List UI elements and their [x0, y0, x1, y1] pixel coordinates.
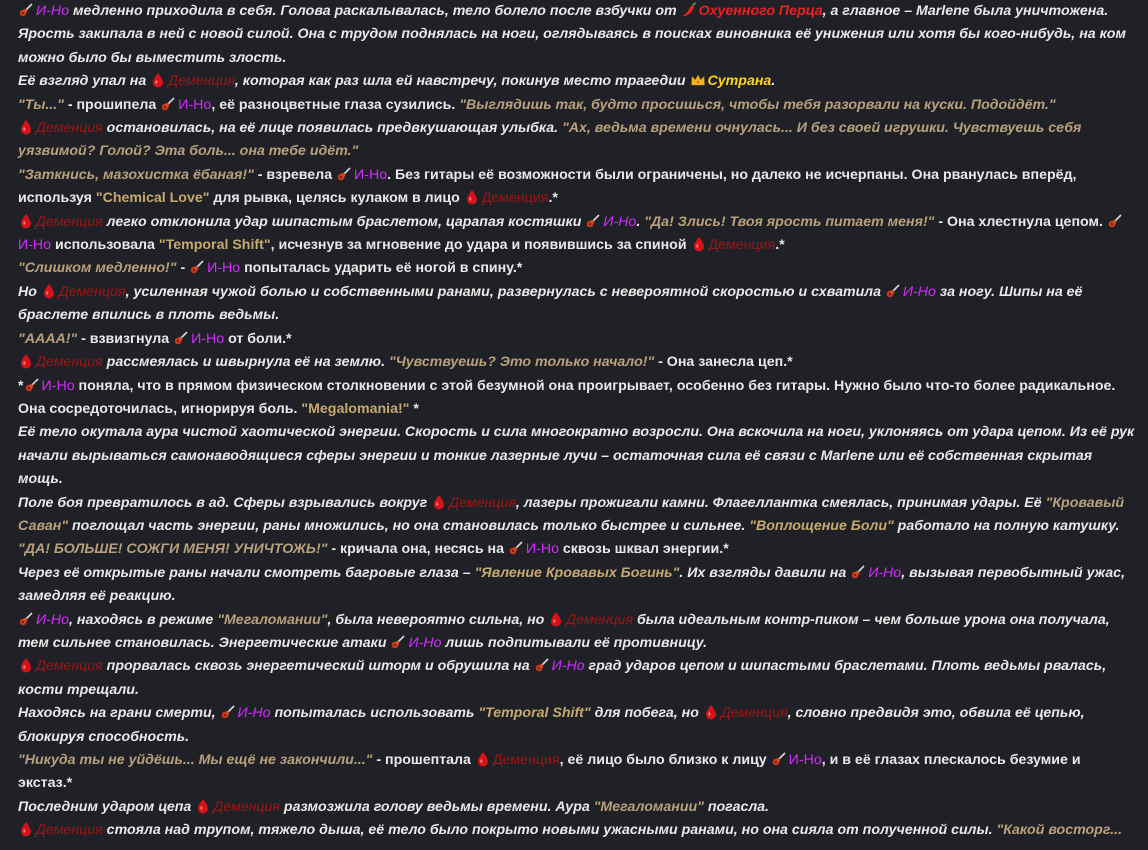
character-name-ino[interactable]: И-Но: [551, 658, 585, 675]
blood-drop-icon: [150, 72, 166, 88]
narration-text: , и в её глазах плескалось безумие и экстаз.*: [18, 752, 1081, 792]
chat-line: [18, 281, 1138, 328]
blood-drop-icon: [703, 704, 719, 720]
narration-text: остановилась, на её лице появилась предвкушающая улыбка.: [102, 120, 563, 137]
chat-line: [18, 257, 1138, 280]
narration-text: -: [176, 260, 190, 277]
blood-drop-icon: [464, 189, 480, 205]
chat-line: [18, 0, 1138, 70]
character-name-dementia[interactable]: Деменция: [36, 213, 103, 230]
skill-name: "Temporal Shift": [158, 237, 271, 254]
character-name-ino[interactable]: И-Но: [868, 564, 902, 581]
blood-drop-icon: [18, 213, 34, 229]
character-name-ino[interactable]: И-Но: [902, 283, 936, 300]
character-name-dementia[interactable]: Деменция: [58, 283, 126, 300]
character-name-dementia[interactable]: Деменция: [168, 73, 235, 90]
narration-text: , находясь в режиме: [69, 611, 218, 628]
guitar-icon: [390, 634, 406, 650]
chat-line: [18, 702, 1138, 749]
chat-line: [18, 796, 1138, 819]
quote-text: "Никуда ты не уйдёшь... Мы ещё не закончили...": [18, 752, 373, 768]
quote-text: "Мегаломании": [593, 798, 704, 815]
narration-text: рассмеялась и швырнула её на землю.: [102, 354, 389, 371]
quote-text: "Ты...": [18, 96, 64, 113]
narration-text: от боли.*: [224, 330, 292, 347]
narration-text: .*: [775, 237, 785, 254]
quote-text: "Какой восторг...: [996, 822, 1123, 839]
quote-text: "Ах, ведьма времени очнулась... И без своей игрушки. Чувствуешь себя уязвимой? Голой? Эта боль... она тебе идёт.": [18, 120, 1082, 160]
chat-line: [18, 211, 1138, 258]
skill-name: "Megalomania!": [301, 400, 410, 417]
guitar-icon: [850, 564, 866, 580]
character-name-dementia[interactable]: Деменция: [492, 752, 560, 768]
guitar-icon: [885, 283, 901, 299]
character-name-ino[interactable]: И-Но: [18, 237, 52, 254]
guitar-icon: [18, 2, 34, 18]
chat-line: [18, 328, 1138, 351]
quote-text: "Слишком медленно!": [18, 260, 177, 277]
narration-text: для побега, но: [590, 705, 703, 722]
skill-name: "Chemical Love": [95, 190, 210, 207]
character-name-dementia[interactable]: Деменция: [36, 658, 103, 675]
chat-line: [18, 562, 1138, 609]
guitar-icon: [173, 330, 189, 346]
skill-name: "Temporal Shift": [478, 705, 591, 722]
character-name-ino[interactable]: И-Но: [408, 634, 442, 651]
narration-text: прорвалась сквозь энергетический шторм и обрушила на: [102, 658, 534, 675]
guitar-icon: [771, 751, 787, 767]
quote-text: "АААА!": [18, 330, 78, 347]
character-name-ino[interactable]: И-Но: [788, 752, 822, 768]
character-name-ino[interactable]: И-Но: [207, 260, 241, 277]
character-name-ino[interactable]: И-Но: [191, 330, 225, 347]
guitar-icon: [220, 704, 236, 720]
quote-text: "Да! Злись! Твоя ярость питает меня!": [644, 213, 935, 230]
chat-line: [18, 375, 1138, 422]
narration-text: попыталась использовать: [270, 705, 479, 722]
narration-text: , её разноцветные глаза сузились.: [211, 96, 460, 113]
character-name-dementia[interactable]: Деменция: [566, 611, 634, 628]
chat-line: [18, 538, 1138, 561]
chat-line: [18, 421, 1138, 491]
narration-text: , лазеры прожигали камни. Флагеллантка смеялась, принимая удары. Её: [515, 494, 1046, 511]
character-name-dementia[interactable]: Деменция: [36, 822, 103, 839]
character-name-ino[interactable]: И-Но: [36, 3, 70, 19]
narration-text: - прошептала: [372, 752, 475, 768]
character-name-dementia[interactable]: Деменция: [720, 705, 788, 722]
narration-text: была идеальным контр-пиком – чем больше урона она получала, тем сильнее становилась. Энергетические атаки: [18, 611, 1110, 651]
narration-text: , словно предвидя это, обвила её цепью, блокируя способность.: [18, 705, 1085, 745]
quote-text: "Кровавый Саван": [18, 494, 1124, 534]
narration-text: сквозь шквал энергии.*: [558, 541, 729, 558]
narration-text: град ударов цепом и шипастыми браслетами. Плоть ведьмы рвалась, кости трещали.: [18, 658, 1107, 698]
narration-text: .: [636, 213, 645, 230]
narration-text: - взревела: [253, 166, 337, 183]
chat-line: [18, 351, 1138, 374]
character-name-sutrana[interactable]: Сутрана: [707, 73, 772, 90]
narration-text: Через её открытые раны начали смотреть багровые глаза –: [18, 564, 475, 581]
character-name-dementia[interactable]: Деменция: [449, 494, 516, 511]
narration-text: *: [18, 377, 24, 394]
guitar-icon: [508, 540, 524, 556]
chat-line: [18, 819, 1138, 842]
narration-text: , а главное – Marlene была уничтожена. Ярость закипала в ней с новой силой. Она с трудом поднялась на ноги, оглядываясь в поисках виновника её унижения или хотя бы кого-нибудь, на ком можно было бы выместить злость.: [18, 3, 1126, 66]
narration-text: медленно приходила в себя. Голова раскалывалась, тело болело после взбучки от: [69, 3, 681, 19]
blood-drop-icon: [475, 751, 491, 767]
crown-icon: [690, 72, 706, 88]
chat-line: [18, 164, 1138, 211]
guitar-icon: [534, 657, 550, 673]
quote-text: "ДА! БОЛЬШЕ! СОЖГИ МЕНЯ! УНИЧТОЖЬ!": [18, 541, 328, 558]
narration-text: .: [771, 73, 776, 90]
character-name-ino[interactable]: И-Но: [354, 166, 388, 183]
quote-text: "Выглядишь так, будто просишься, чтобы тебя разорвали на куски. Подойдёт.": [459, 96, 1056, 113]
guitar-icon: [18, 611, 34, 627]
narration-text: , её лицо было близко к лицу: [559, 752, 771, 768]
narration-text: .*: [548, 190, 558, 207]
narration-text: - взвизгнула: [77, 330, 174, 347]
skill-name: "Воплощение Боли": [749, 517, 894, 534]
narration-text: размозжила голову ведьмы времени. Аура: [279, 798, 594, 815]
guitar-icon: [1107, 213, 1123, 229]
blood-drop-icon: [691, 236, 707, 252]
narration-text: легко отклонила удар шипастым браслетом, царапая костяшки: [102, 213, 586, 230]
blood-drop-icon: [548, 611, 564, 627]
blood-drop-icon: [195, 798, 211, 814]
character-name-dementia[interactable]: Деменция: [213, 798, 280, 815]
narration-text: , была невероятно сильна, но: [327, 611, 549, 628]
narration-text: , усиленная чужой болью и собственными ранами, развернулась с невероятной скоростью и схватила: [125, 283, 885, 300]
character-name-dementia[interactable]: Деменция: [481, 190, 549, 207]
blood-drop-icon: [431, 494, 447, 510]
character-name-ino[interactable]: И-Но: [36, 611, 70, 628]
character-name-ino[interactable]: И-Но: [41, 377, 75, 394]
quote-text: "Чувствуешь? Это только начало!": [388, 354, 655, 371]
guitar-icon: [336, 166, 352, 182]
guitar-icon: [189, 259, 205, 275]
blood-drop-icon: [18, 353, 34, 369]
narration-text: лишь подпитывали её противницу.: [441, 634, 708, 651]
character-name-ino[interactable]: И-Но: [237, 705, 271, 722]
guitar-icon: [585, 213, 601, 229]
character-name-pepper[interactable]: Охуенного Перца: [698, 3, 823, 19]
chat-line: [18, 117, 1138, 164]
character-name-ino[interactable]: И-Но: [525, 541, 559, 558]
chili-pepper-icon: [681, 2, 697, 18]
narration-text: использовала: [51, 237, 159, 254]
narration-text: Но: [18, 283, 41, 300]
blood-drop-icon: [41, 283, 57, 299]
chat-line: [18, 94, 1138, 117]
chat-line: [18, 655, 1138, 702]
narration-text: поняла, что в прямом физическом столкновении с этой безумной она проигрывает, особенно без гитары. Нужно было что-то более радикальное. Она сосредоточилась, игнорируя боль.: [18, 377, 1116, 417]
narration-text: *: [409, 400, 419, 417]
character-name-dementia[interactable]: Деменция: [708, 237, 776, 254]
narration-text: - прошипела: [63, 96, 161, 113]
narration-text: погасла.: [703, 798, 770, 815]
narration-text: попыталась ударить её ногой в спину.*: [240, 260, 523, 277]
narration-text: Находясь на грани смерти,: [18, 705, 220, 722]
blood-drop-icon: [18, 119, 34, 135]
blood-drop-icon: [18, 821, 34, 837]
character-name-dementia[interactable]: Деменция: [36, 354, 103, 371]
narration-text: . Их взгляды давили на: [679, 564, 851, 581]
narration-text: . Без гитары её возможности были ограничены, но далеко не исчерпаны. Она рванулась вперёд, используя: [18, 166, 1077, 207]
narration-text: Поле боя превратилось в ад. Сферы взрывались вокруг: [18, 494, 432, 511]
chat-line: [18, 70, 1138, 93]
character-name-dementia[interactable]: Деменция: [36, 120, 103, 137]
narration-text: , которая как раз шла ей навстречу, покинув место трагедии: [234, 73, 690, 90]
narration-text: для рывка, целясь кулаком в лицо: [209, 190, 464, 207]
character-name-ino[interactable]: И-Но: [603, 213, 637, 230]
chat-line: [18, 749, 1138, 796]
narration-text: работало на полную катушку.: [893, 517, 1120, 534]
narration-text: , вызывая первобытный ужас, замедляя её реакцию.: [18, 564, 1126, 605]
quote-text: "Мегаломании": [217, 611, 328, 628]
narration-text: стояла над трупом, тяжело дыша, её тело было покрыто новыми ужасными ранами, но она сияла от полученной силы.: [102, 822, 997, 839]
guitar-icon: [160, 96, 176, 112]
narration-text: - Она хлестнула цепом.: [934, 213, 1107, 230]
quote-text: "Заткнись, мазохистка ёбаная!": [18, 166, 254, 183]
narration-text: Её тело окутала аура чистой хаотической энергии. Скорость и сила многократно возросли. Она вскочила на ноги, уклоняясь от удара цепом. Из её рук начали вырываться самонаводящиеся сферы энергии и тонкие лазерные лучи – остаточная сила её связи с Marlene или её собственная скрытая мощь.: [18, 424, 1135, 488]
narration-text: - Она занесла цеп.*: [654, 354, 793, 371]
narration-text: Последним ударом цепа: [18, 798, 196, 815]
skill-name: "Явление Кровавых Богинь": [474, 564, 680, 581]
chat-line: [18, 492, 1138, 539]
narration-text: за ногу. Шипы на её браслете впились в плоть ведьмы.: [18, 283, 1083, 324]
character-name-ino[interactable]: И-Но: [178, 96, 212, 113]
chat-line: [18, 609, 1138, 656]
narration-text: Её взгляд упал на: [18, 73, 151, 90]
narration-text: поглощал часть энергии, раны множились, но она становилась только быстрее и сильнее.: [68, 517, 750, 534]
guitar-icon: [24, 377, 40, 393]
narration-text: , исчезнув за мгновение до удара и появившись за спиной: [270, 237, 691, 254]
blood-drop-icon: [18, 657, 34, 673]
narration-text: - кричала она, несясь на: [327, 541, 508, 558]
